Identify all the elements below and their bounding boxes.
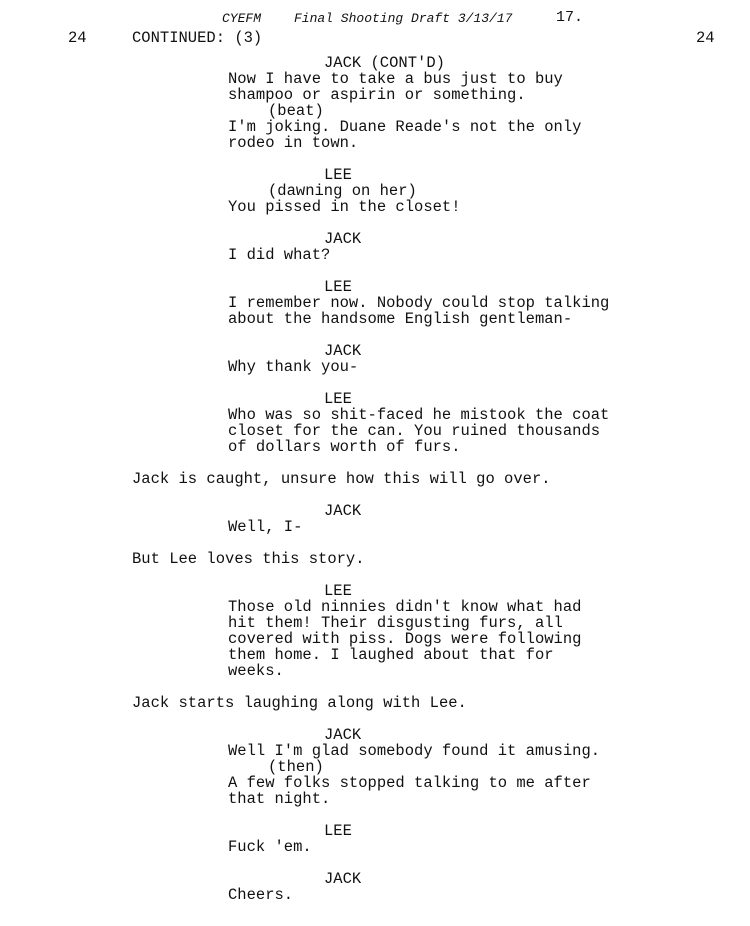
- character-name: JACK: [324, 870, 362, 888]
- character-name: LEE: [324, 278, 352, 296]
- dialogue: Why thank you-: [228, 358, 359, 376]
- character-name: LEE: [324, 582, 352, 600]
- scene-number-left: 24: [68, 29, 87, 47]
- dialogue: I'm joking. Duane Reade's not the only rodeo in town.: [228, 118, 582, 153]
- dialogue: Those old ninnies didn't know what had hit them! Their disgusting furs, all covered with piss. Dogs were following them home. I laughed about that for weeks.: [228, 598, 582, 681]
- scene-number-right: 24: [696, 29, 715, 47]
- character-name: LEE: [324, 390, 352, 408]
- parenthetical: (dawning on her): [268, 182, 417, 200]
- dialogue: Fuck 'em.: [228, 838, 312, 856]
- dialogue: You pissed in the closet!: [228, 198, 461, 216]
- dialogue: Well, I-: [228, 518, 303, 536]
- dialogue: A few folks stopped talking to me after that night.: [228, 774, 591, 809]
- character-name: LEE: [324, 822, 352, 840]
- parenthetical: (then): [268, 758, 324, 776]
- parenthetical: (beat): [268, 102, 324, 120]
- character-name: JACK: [324, 726, 362, 744]
- page-number: 17.: [556, 9, 584, 26]
- character-name: JACK: [324, 342, 362, 360]
- dialogue: I remember now. Nobody could stop talking about the handsome English gentleman-: [228, 294, 610, 329]
- action-line: Jack starts laughing along with Lee.: [132, 694, 467, 712]
- dialogue: Now I have to take a bus just to buy shampoo or aspirin or something.: [228, 70, 563, 105]
- dialogue: Who was so shit-faced he mistook the coat closet for the can. You ruined thousands of dollars worth of furs.: [228, 406, 610, 457]
- character-name: LEE: [324, 166, 352, 184]
- continued-label: CONTINUED: (3): [132, 29, 263, 47]
- action-line: But Lee loves this story.: [132, 550, 365, 568]
- character-name: JACK: [324, 502, 362, 520]
- script-short-title: CYEFM: [222, 11, 262, 26]
- dialogue: Cheers.: [228, 886, 294, 904]
- draft-label: Final Shooting Draft 3/13/17: [294, 11, 513, 26]
- character-name: JACK (CONT'D): [324, 54, 445, 72]
- character-name: JACK: [324, 230, 362, 248]
- action-line: Jack is caught, unsure how this will go over.: [132, 470, 551, 488]
- dialogue: Well I'm glad somebody found it amusing.: [228, 742, 601, 760]
- dialogue: I did what?: [228, 246, 331, 264]
